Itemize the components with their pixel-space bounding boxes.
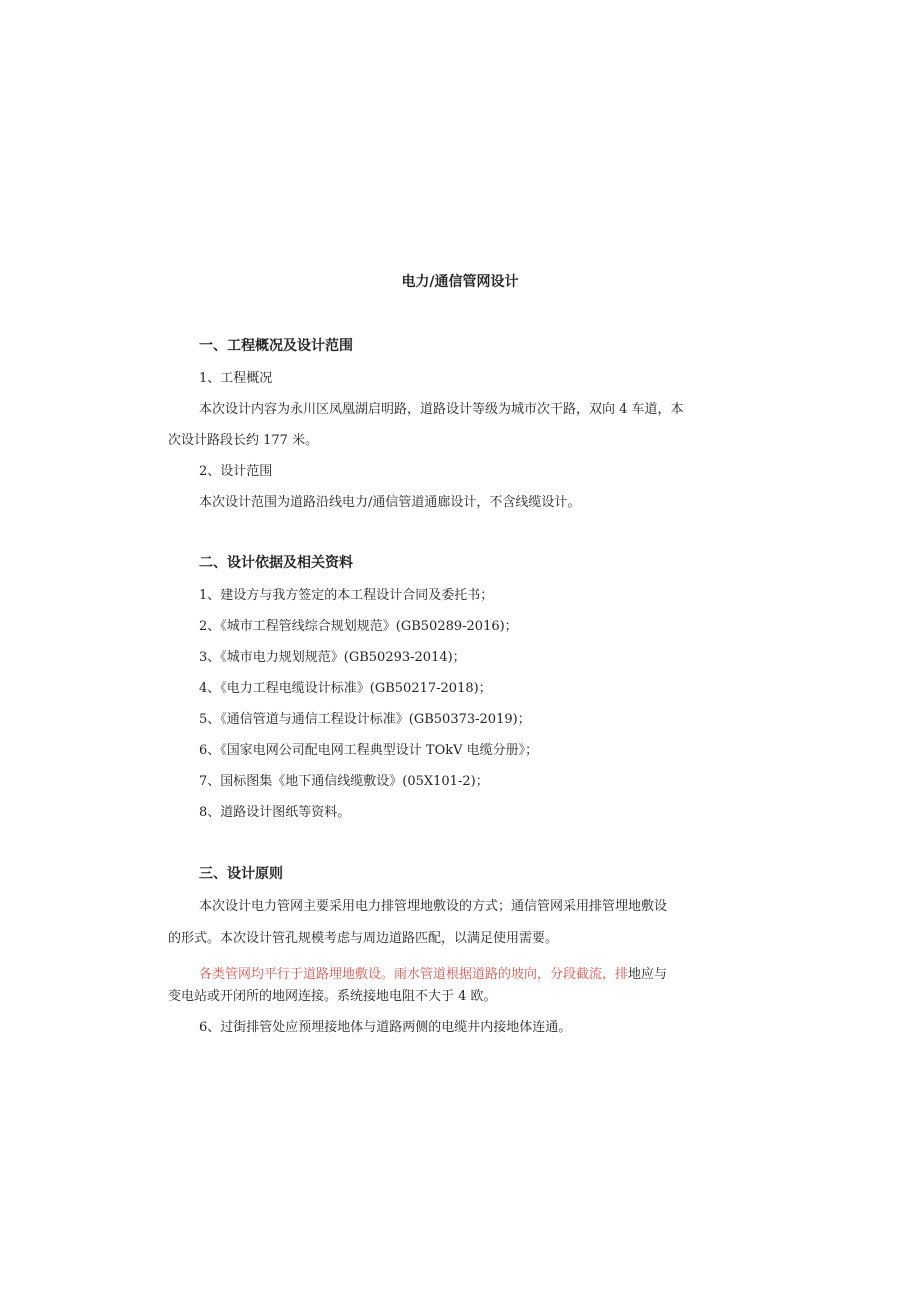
section-1-heading: 一、工程概况及设计范围 — [199, 338, 353, 354]
section-3-paragraph-1-line-2: 的形式。本次设计管孔规模考虑与周边道路匹配，以满足使用需要。 — [168, 931, 559, 946]
section-3-paragraph-2-line-1 — [199, 963, 667, 982]
section-1-sub-2: 2、设计范围 — [199, 464, 273, 479]
section-3-heading: 三、设计原则 — [199, 866, 283, 882]
reference-item: 6、《国家电网公司配电网工程典型设计 TOkV 电缆分册》； — [199, 743, 539, 758]
reference-item: 1、建设方与我方签定的本工程设计合同及委托书； — [199, 588, 494, 603]
section-3-paragraph-3: 6、过街排管处应预埋接地体与道路两侧的电缆井内接地体连通。 — [199, 1020, 572, 1035]
reference-item: 5、《通信管道与通信工程设计标准》(GB50373-2019)； — [199, 712, 531, 727]
reference-item: 8、道路设计图纸等资料。 — [199, 805, 351, 820]
reference-item: 7、国标图集《地下通信线缆敷设》(05X101-2)； — [199, 774, 489, 789]
section-3-paragraph-2-line-2: 变电站或开闭所的地网连接。系统接地电阻不大于 4 欧。 — [168, 989, 497, 1004]
reference-item: 3、《城市电力规划规范》(GB50293-2014)； — [199, 650, 466, 665]
section-2-heading: 二、设计依据及相关资料 — [199, 555, 353, 571]
section-3-paragraph-1-line-1: 本次设计电力管网主要采用电力排管埋地敷设的方式；通信管网采用排管埋地敷设 — [199, 899, 668, 914]
section-1-paragraph-2: 本次设计范围为道路沿线电力/通信管道通廊设计，不含线缆设计。 — [199, 495, 581, 510]
highlighted-text: 各类管网均平行于道路埋地敷设。雨水管道根据道路的坡向，分段截流，排 — [199, 967, 629, 982]
section-1-paragraph-1-line-2: 次设计路段长约 177 米。 — [168, 433, 319, 448]
reference-item: 4、《电力工程电缆设计标准》(GB50217-2018)； — [199, 681, 492, 696]
section-1-paragraph-1-line-1: 本次设计内容为永川区凤凰湖启明路，道路设计等级为城市次干路，双向 4 车道，本 — [199, 402, 684, 417]
section-1-sub-1: 1、工程概况 — [199, 371, 273, 386]
page-title: 电力/通信管网设计 — [401, 274, 519, 290]
plain-text: 地应与 — [628, 967, 668, 982]
reference-item: 2、《城市工程管线综合规划规范》(GB50289-2016)； — [199, 619, 518, 634]
